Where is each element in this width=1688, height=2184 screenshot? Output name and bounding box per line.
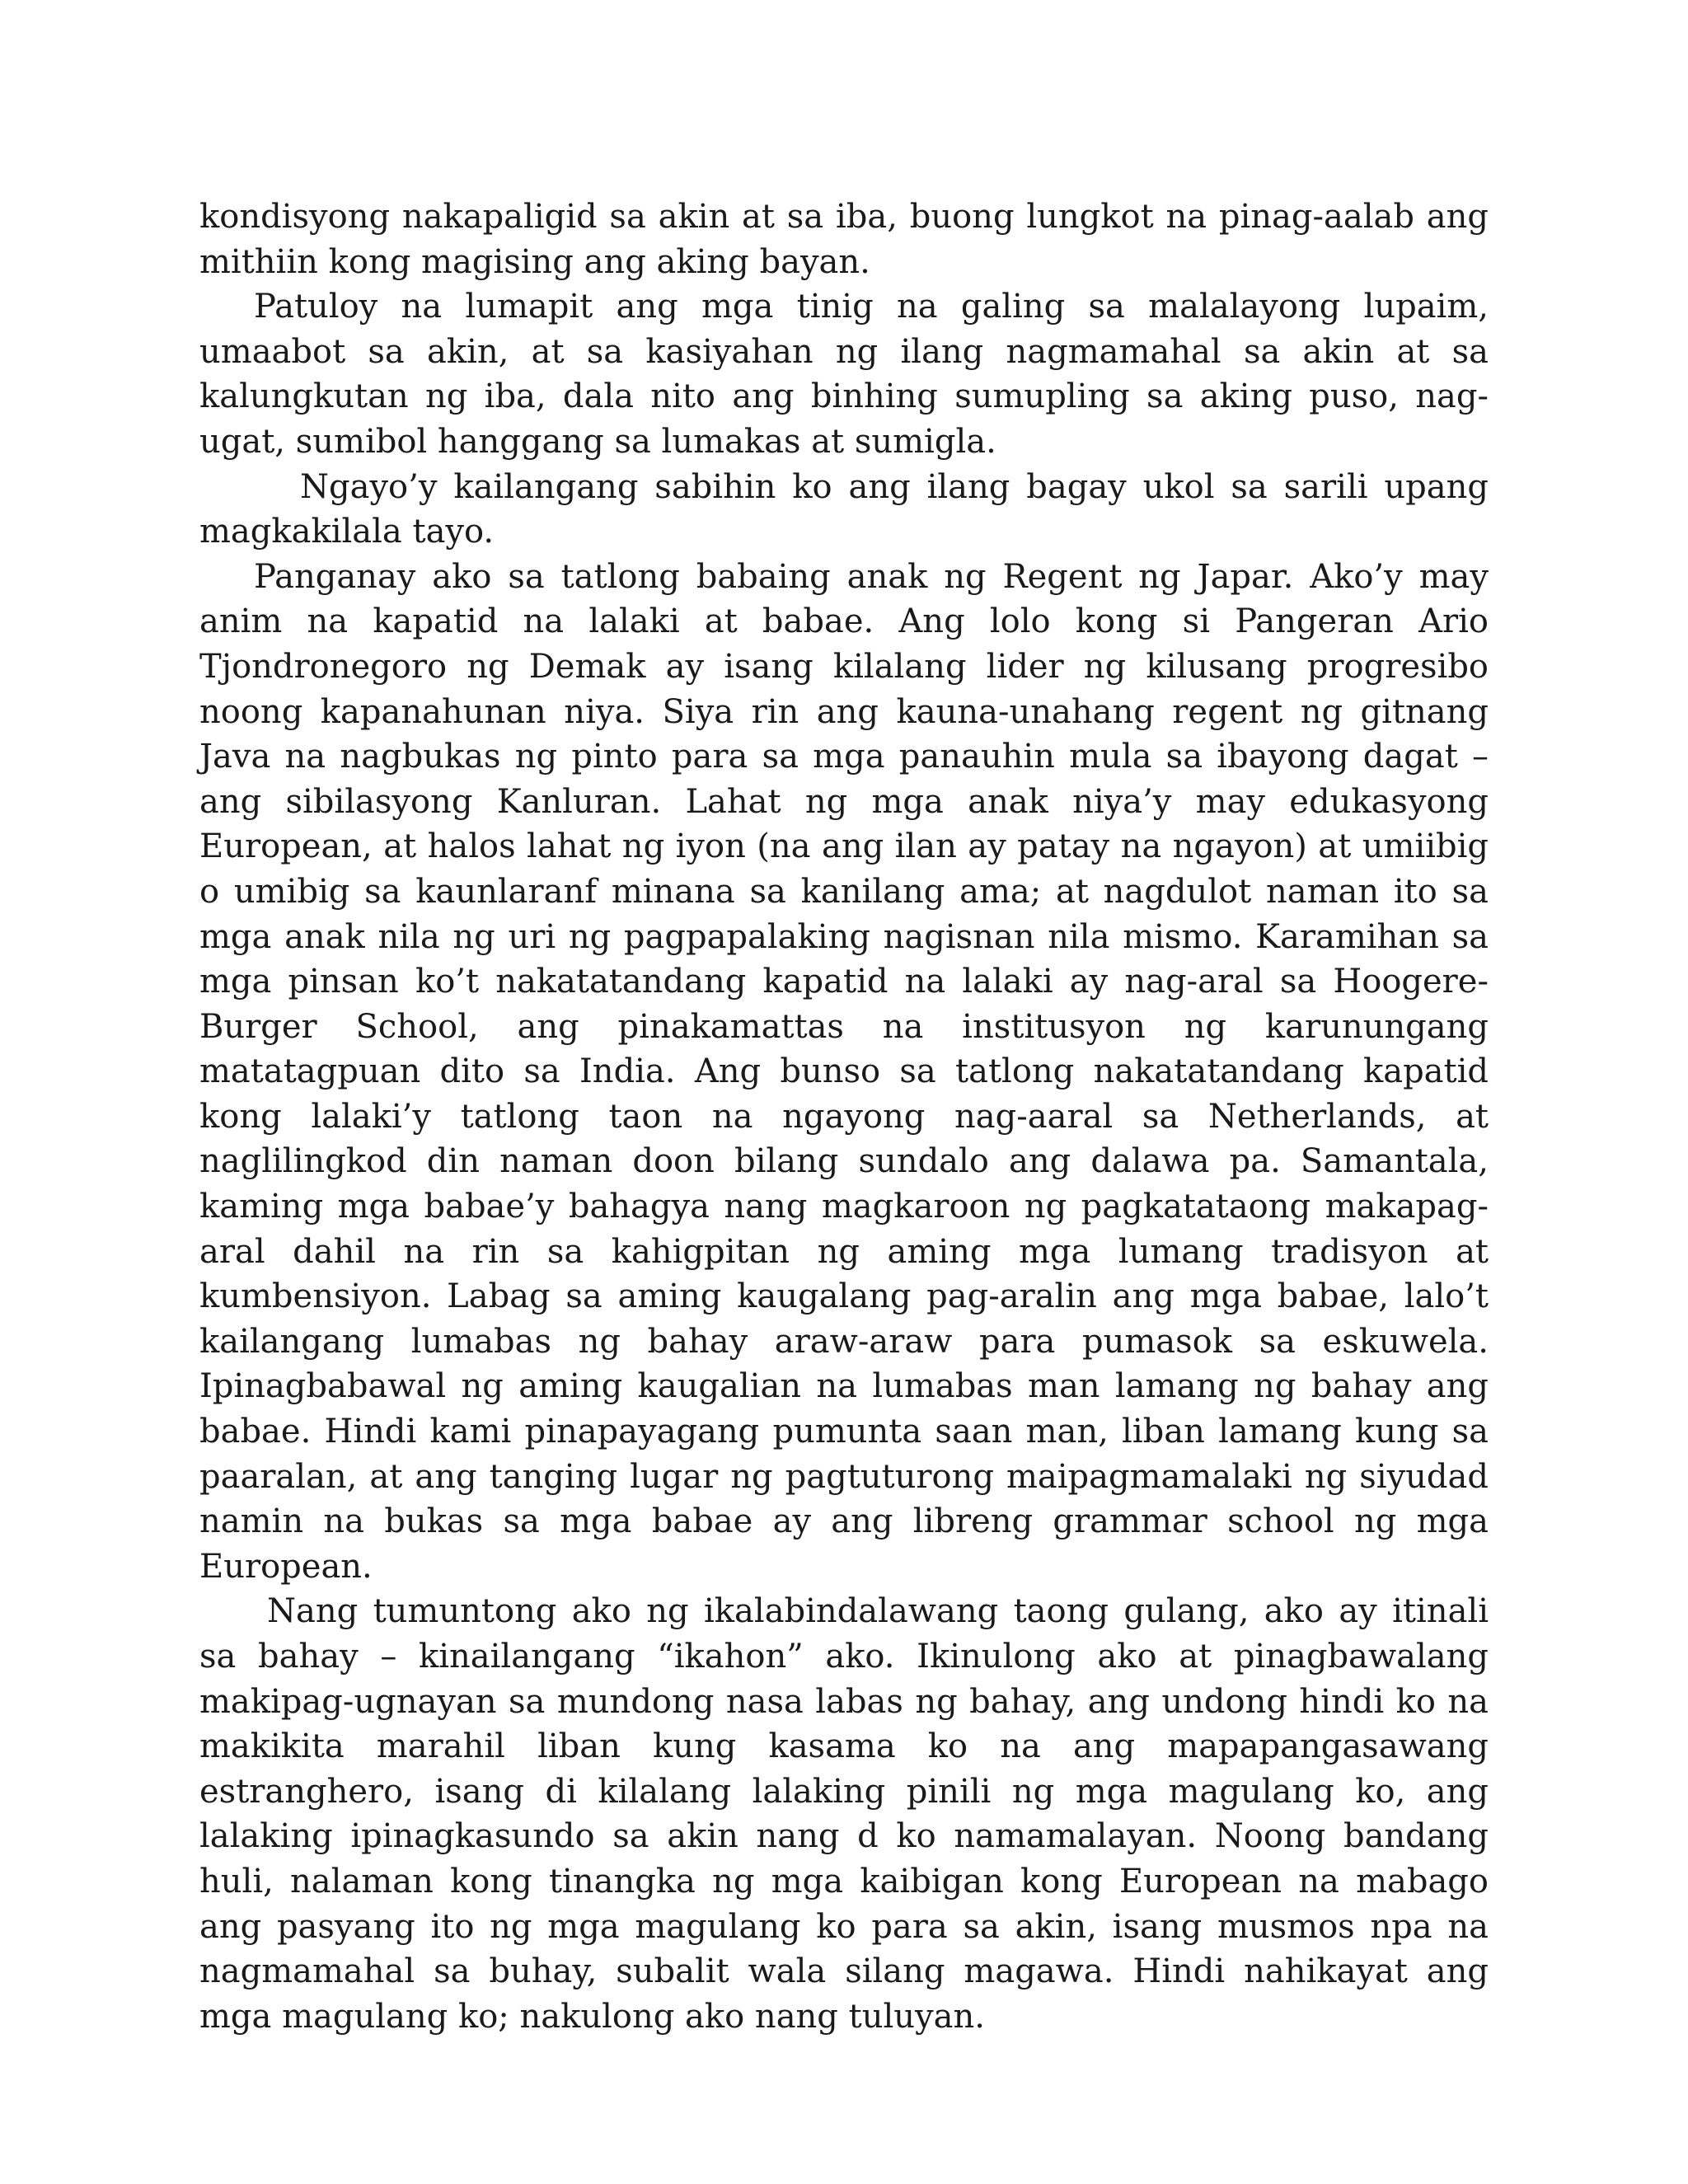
paragraph-5: Nang tumuntong ako ng ikalabindalawang taong gulang, ako ay itinali sa bahay – kinailangang “ikahon” ako. Ikinulong ako at pinagbawalang makipag-ugnayan sa mundong nasa labas ng bahay, ang undong hindi ko na makikita marahil liban kung kasama ko na ang mapapangasawang estranghero, isang di kilalang lalaking pinili ng mga magulang ko, ang lalaking ipinagkasundo sa akin nang d ko namamalayan. Noong bandang huli, nalaman kong tinangka ng mga kaibigan kong European na mabago ang pasyang ito ng mga magulang ko para sa akin, isang musmos npa na nagmamahal sa buhay, subalit wala silang magawa. Hindi nahikayat ang mga magulang ko; nakulong ako nang tuluyan.	[199, 1592, 1489, 2036]
paragraph-3: Ngayo’y kailangang sabihin ko ang ilang bagay ukol sa sarili upang magkakilala tayo.	[199, 467, 1489, 551]
body-text	[199, 194, 1489, 2039]
paragraph-2: Patuloy na lumapit ang mga tinig na galing sa malalayong lupaim, umaabot sa akin, at sa kasiyahan ng ilang nagmamahal sa akin at sa kalungkutan ng iba, dala nito ang binhing sumupling sa aking puso, nag-ugat, sumibol hanggang sa lumakas at sumigla.	[199, 288, 1489, 461]
paragraph-1: kondisyong nakapaligid sa akin at sa iba, buong lungkot na pinag-aalab ang mithiin kong magising ang aking bayan.	[199, 198, 1489, 281]
paragraph-4: Panganay ako sa tatlong babaing anak ng Regent ng Japar. Ako’y may anim na kapatid na lalaki at babae. Ang lolo kong si Pangeran Ario Tjondronegoro ng Demak ay isang kilalang lider ng kilusang progresibo noong kapanahunan niya. Siya rin ang kauna-unahang regent ng gitnang Java na nagbukas ng pinto para sa mga panauhin mula sa ibayong dagat – ang sibilasyong Kanluran. Lahat ng mga anak niya’y may edukasyong European, at halos lahat ng iyon (na ang ilan ay patay na ngayon) at umiibig o umibig sa kaunlaranf minana sa kanilang ama; at nagdulot naman ito sa mga anak nila ng uri ng pagpapalaking nagisnan nila mismo. Karamihan sa mga pinsan ko’t nakatatandang kapatid na lalaki ay nag-aral sa Hoogere-Burger School, ang pinakamattas na institusyon ng karunungang matatagpuan dito sa India. Ang bunso sa tatlong nakatatandang kapatid kong lalaki’y tatlong taon na ngayong nag-aaral sa Netherlands, at naglilingkod din naman doon bilang sundalo ang dalawa pa. Samantala, kaming mga babae’y bahagya nang magkaroon ng pagkatataong makapag-aral dahil na rin sa kahigpitan ng aming mga lumang tradisyon at kumbensiyon. Labag sa aming kaugalang pag-aralin ang mga babae, lalo’t kailangang lumabas ng bahay araw-araw para pumasok sa eskuwela. Ipinagbabawal ng aming kaugalian na lumabas man lamang ng bahay ang babae. Hindi kami pinapayagang pumunta saan man, liban lamang kung sa paaralan, at ang tanging lugar ng pagtuturong maipagmamalaki ng siyudad namin na bukas sa mga babae ay ang libreng grammar school ng mga European.	[199, 557, 1489, 1586]
